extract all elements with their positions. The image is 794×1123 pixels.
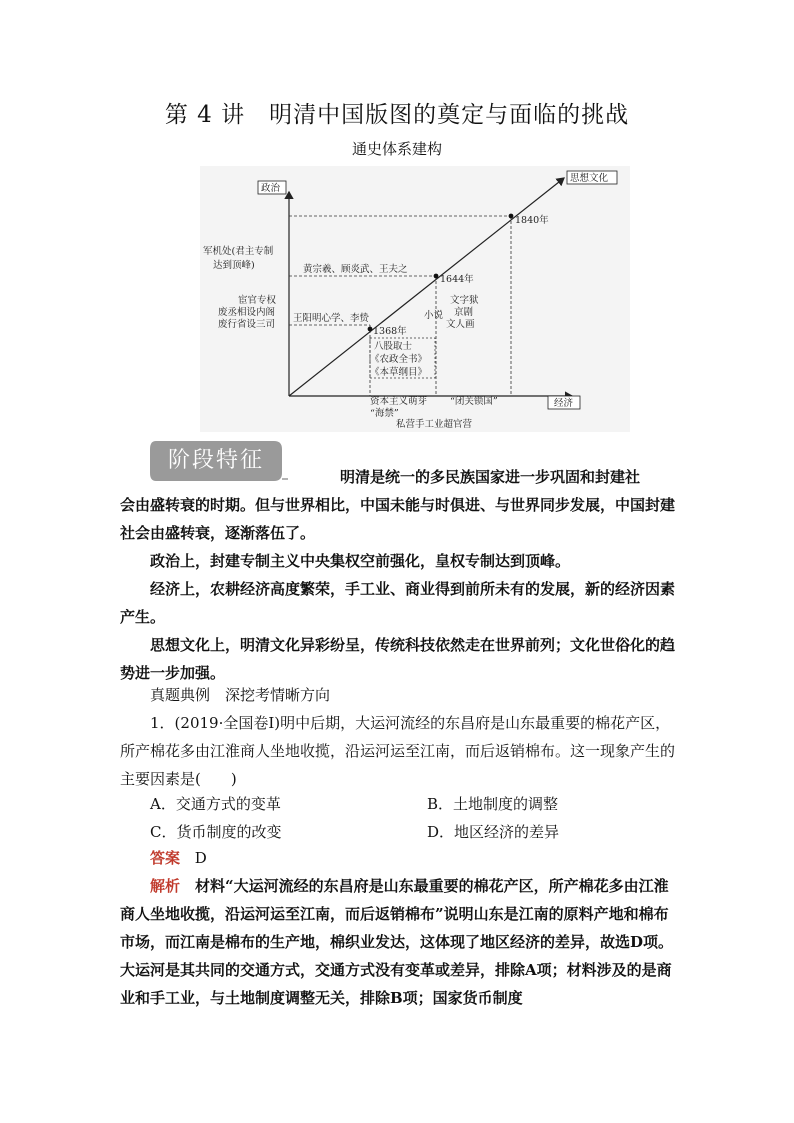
option-b: B．土地制度的调整 xyxy=(427,795,559,813)
year-label-1644: 1644年 xyxy=(440,274,474,285)
culture-label: 八股取士 xyxy=(374,341,413,352)
axis-label-culture: 思想文化 xyxy=(570,173,609,184)
politics-label: 废丞相设内阁 xyxy=(218,307,276,318)
thinkers-label: 黄宗羲、顾炎武、王夫之 xyxy=(303,264,408,275)
culture-label: 《农政全书》 xyxy=(370,354,428,365)
politics-label: 宦官专权 xyxy=(238,295,277,306)
page-title: 第 4 讲 明清中国版图的奠定与面临的挑战 xyxy=(164,102,630,128)
history-system-diagram xyxy=(200,166,630,432)
answer-value: D xyxy=(194,849,207,867)
analysis-label: 解析 xyxy=(150,877,181,895)
thinkers-label: 王阳明心学、李贽 xyxy=(293,313,370,324)
economy-label: “闭关锁国” xyxy=(450,396,498,407)
paragraph: 会由盛转衰的时期。但与世界相比，中国未能与时俱进、与世界同步发展，中国封建社会由盛转衰，逐渐落伍了。 xyxy=(120,496,676,542)
section-subtitle: 通史体系建构 xyxy=(351,140,442,158)
paragraph-economy: 经济上，农耕经济高度繁荣，手工业、商业得到前所未有的发展，新的经济因素产生。 xyxy=(120,580,676,626)
lead-line: 明清是统一的多民族国家进一步巩固和封建社 xyxy=(340,468,641,486)
axis-label-economy: 经济 xyxy=(554,398,574,409)
answer-label: 答案 xyxy=(150,849,181,867)
option-a: A．交通方式的变革 xyxy=(150,795,281,813)
paragraph-politics: 政治上，封建专制主义中央集权空前强化，皇权专制达到顶峰。 xyxy=(150,552,571,570)
year-point-1840 xyxy=(509,214,514,219)
culture-label: 小说 xyxy=(424,310,444,321)
analysis-text: 材料“大运河流经的东昌府是山东最重要的棉花产区，所产棉花多由江淮商人坐地收揽，沿运河运至江南，而后返销棉布”说明山东是江南的原料产地和棉布市场，而江南是棉布的生产地，棉织业发达，这体现了地区经济的差异，故选D项。大运河是其共同的交通方式，交通方式没有变革或差异，排除A项；材料涉及的是商业和手工业，与土地制度调整无关，排除B项；国家货币制度 xyxy=(120,877,674,1007)
economy-label: 私营手工业超官营 xyxy=(396,419,473,430)
politics-label: 军机处(君主专制 xyxy=(203,246,274,257)
culture-label: 京剧 xyxy=(454,307,474,318)
year-point-1644 xyxy=(434,274,439,279)
year-label-1368: 1368年 xyxy=(373,326,407,337)
year-label-1840: 1840年 xyxy=(515,215,549,226)
option-d: D．地区经济的差异 xyxy=(427,823,560,841)
politics-label: 达到顶峰) xyxy=(213,260,255,271)
axis-label-politics: 政治 xyxy=(261,183,281,194)
economy-label: 资本主义萌芽 xyxy=(370,396,428,407)
culture-label: 《本草纲目》 xyxy=(370,367,428,378)
analysis-block xyxy=(120,872,676,1012)
culture-label: 文人画 xyxy=(446,319,475,330)
section-label: 真题典例 深挖考情晰方向 xyxy=(150,686,331,704)
question-text: 1．(2019·全国卷Ⅰ)明中后期，大运河流经的东昌府是山东最重要的棉花产区，所产棉花多由江淮商人坐地收揽，沿运河运至江南，而后返销棉布。这一现象产生的主要因素是( ) xyxy=(120,714,676,788)
stage-feature-badge: 阶段特征 xyxy=(167,448,264,473)
paragraph-culture: 思想文化上，明清文化异彩纷呈，传统科技依然走在世界前列；文化世俗化的趋势进一步加强。 xyxy=(120,636,676,682)
economy-label: “海禁” xyxy=(370,408,399,419)
answer-line xyxy=(120,844,676,872)
culture-label: 文字狱 xyxy=(450,295,479,306)
option-c: C．货币制度的改变 xyxy=(150,823,282,841)
year-point-1368 xyxy=(368,327,373,332)
politics-label: 废行省设三司 xyxy=(218,319,276,330)
